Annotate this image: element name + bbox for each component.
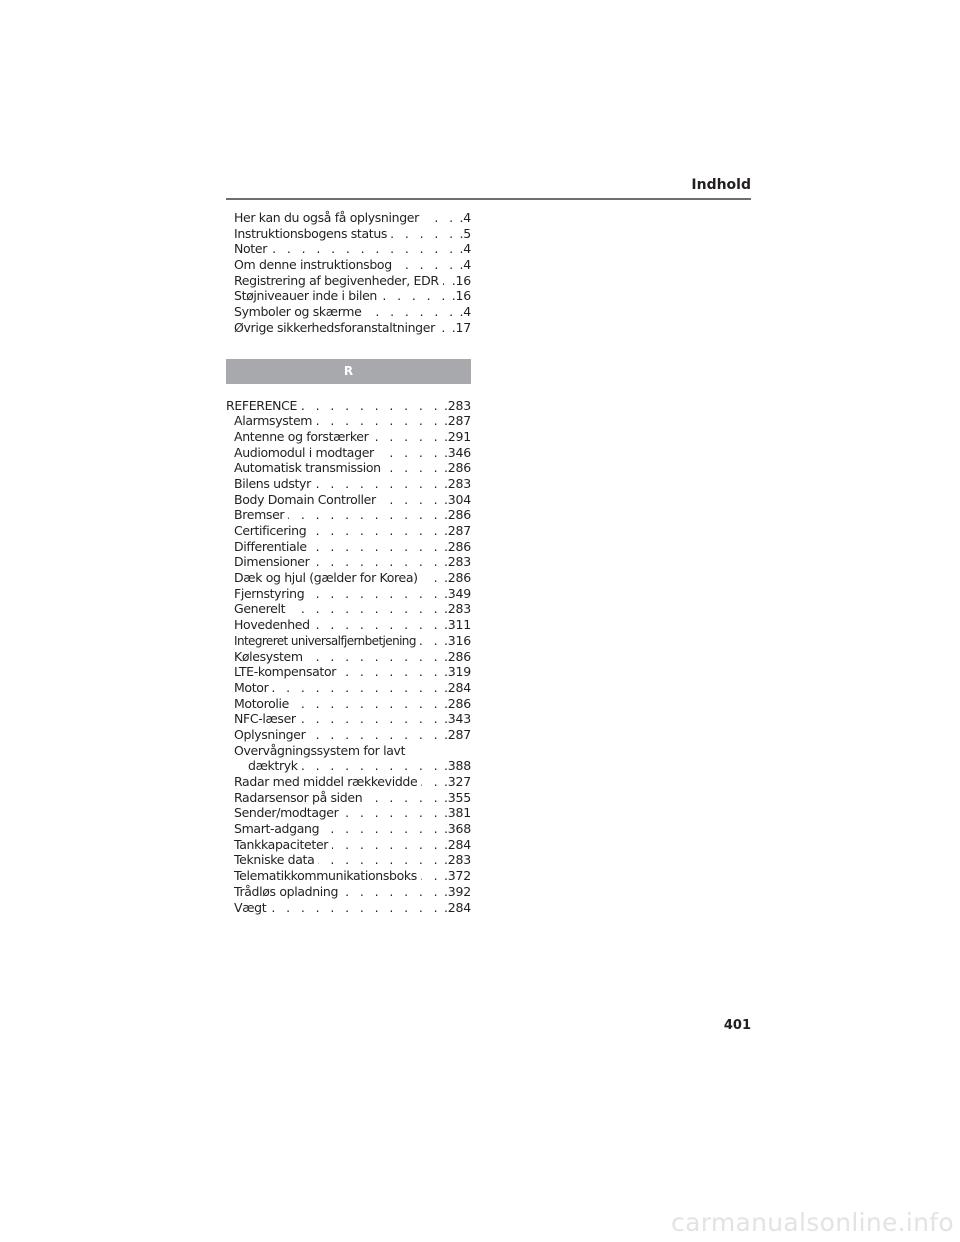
dot-leader: [307, 649, 441, 665]
index-entry[interactable]: [226, 696, 471, 712]
entry-page: .349: [443, 585, 471, 601]
dot-leader: [314, 617, 441, 633]
entry-label: Om denne instruktionsbog: [234, 257, 392, 273]
entry-page: .368: [443, 821, 471, 837]
entry-page: .284: [443, 899, 471, 915]
entry-label: Smart-adgang: [234, 821, 320, 837]
dot-leader: [365, 304, 456, 320]
entry-label: Integreret universalfjernbetjening: [234, 633, 416, 648]
entry-page: .304: [443, 491, 471, 507]
index-entry[interactable]: [226, 649, 471, 665]
page-number: 401: [723, 1018, 751, 1033]
index-entry[interactable]: [226, 664, 471, 680]
entry-label: Fjernstyring: [234, 585, 305, 601]
dot-leader: [342, 884, 441, 900]
entry-label: Her kan du også få oplysninger: [234, 210, 419, 225]
dot-leader: [310, 523, 441, 539]
dot-leader: [342, 805, 441, 821]
entry-label: Dæk og hjul (gælder for Korea): [234, 570, 418, 586]
entry-label: Hovedenhed: [234, 617, 310, 633]
entry-page: .286: [443, 538, 471, 554]
dot-leader: [313, 554, 441, 570]
index-entry[interactable]: [226, 539, 471, 555]
entry-label: Differentiale: [234, 538, 307, 554]
index-entry[interactable]: [226, 601, 471, 617]
dot-leader: [372, 429, 441, 445]
entry-label: Overvågningssystem for lavt: [234, 742, 406, 758]
entry-page: .355: [443, 789, 471, 805]
entry-label: Vægt: [234, 899, 267, 915]
index-entry[interactable]: [226, 320, 471, 336]
dot-leader: [380, 492, 441, 508]
entry-page: .311: [443, 617, 471, 633]
entry-label: Kølesystem: [234, 648, 303, 664]
dot-leader: [271, 241, 456, 257]
index-entry[interactable]: [226, 900, 471, 916]
entry-page: .283: [443, 601, 471, 617]
entry-page: .283: [443, 475, 471, 491]
entry-page: .343: [443, 711, 471, 727]
dot-leader: [323, 821, 441, 837]
index-entry[interactable]: [226, 445, 471, 461]
entry-page: .287: [443, 523, 471, 538]
entry-page: .286: [443, 460, 471, 476]
index-entry[interactable]: [226, 617, 471, 633]
entry-label: Instruktionsbogens status: [234, 225, 388, 241]
entry-page: .286: [443, 648, 471, 664]
entry-page: .286: [443, 507, 471, 523]
entry-page: .4: [459, 257, 471, 273]
index-entry[interactable]: [226, 460, 471, 476]
entry-page: .388: [443, 758, 471, 774]
dot-leader: [332, 837, 441, 853]
dot-leader: [443, 273, 449, 289]
index-entry[interactable]: [226, 790, 471, 806]
index-entry[interactable]: [226, 884, 471, 900]
index-entry[interactable]: [226, 852, 471, 868]
dot-leader: [300, 711, 441, 727]
entry-label: Bilens udstyr: [234, 475, 311, 491]
dot-leader: [316, 413, 441, 429]
entry-label: Telematikkommunikationsboks: [234, 868, 417, 884]
entry-page: .17: [451, 319, 471, 335]
entry-page: .286: [443, 695, 471, 711]
entry-label: Audiomodul i modtager: [234, 444, 374, 460]
entry-page: .291: [443, 428, 471, 444]
entry-label: Certificering: [234, 523, 307, 538]
dot-leader: [439, 320, 449, 336]
index-entry[interactable]: [226, 398, 471, 414]
entry-page: .319: [443, 664, 471, 680]
index-entry[interactable]: [226, 805, 471, 821]
entry-page: .287: [443, 726, 471, 742]
entry-label: Symboler og skærme: [234, 304, 362, 320]
entry-label: REFERENCE: [226, 397, 298, 413]
dot-leader: [311, 539, 441, 555]
entry-label: Radarsensor på siden: [234, 789, 363, 805]
index-entry[interactable]: [226, 554, 471, 570]
entry-label: LTE-kompensator: [234, 664, 337, 680]
index-entry[interactable]: [226, 837, 471, 853]
index-entry[interactable]: [226, 210, 471, 226]
entry-label: Støjniveauer inde i bilen: [234, 288, 378, 304]
index-entry[interactable]: [226, 633, 471, 649]
entry-page: .283: [443, 852, 471, 868]
index-entry[interactable]: [226, 226, 471, 242]
entry-label: dæktryk: [248, 758, 298, 774]
entry-label: Automatisk transmission: [234, 460, 381, 476]
index-entry[interactable]: [226, 868, 471, 884]
entry-page: .372: [443, 868, 471, 884]
entry-page: .287: [443, 413, 471, 429]
dot-leader: [422, 570, 441, 586]
entry-label: Motor: [234, 679, 269, 695]
entry-page: .4: [459, 241, 471, 257]
dot-leader: [378, 445, 441, 461]
watermark: carmanualsonline.info: [671, 1208, 954, 1237]
dot-leader: [272, 680, 441, 696]
entry-page: .381: [443, 805, 471, 821]
entry-page: .283: [443, 554, 471, 570]
entry-label: Generelt: [234, 601, 286, 617]
index-entry[interactable]: [226, 727, 471, 743]
index-entry[interactable]: [226, 743, 471, 759]
entry-page: .16: [451, 272, 471, 288]
entry-page: .316: [443, 632, 471, 648]
index-entry[interactable]: [226, 273, 471, 289]
dot-leader: [421, 774, 441, 790]
entry-page: .16: [451, 288, 471, 304]
index-entry[interactable]: [226, 257, 471, 273]
dot-leader: [308, 586, 441, 602]
entry-page: .286: [443, 570, 471, 586]
index-entry[interactable]: [226, 507, 471, 523]
dot-leader: [302, 758, 441, 774]
dot-leader: [396, 257, 457, 273]
index-entry[interactable]: [226, 711, 471, 727]
index-entry[interactable]: [226, 492, 471, 508]
entry-label: Øvrige sikkerhedsforanstaltninger: [234, 319, 435, 335]
entry-label: Tankkapaciteter: [234, 836, 329, 852]
index-entry[interactable]: [226, 241, 471, 257]
index-entry[interactable]: [226, 774, 471, 790]
index-entry[interactable]: [226, 586, 471, 602]
index-column: [226, 210, 471, 915]
entry-page: .283: [443, 397, 471, 413]
index-entry[interactable]: [226, 413, 471, 429]
dot-leader: [293, 696, 441, 712]
dot-leader: [391, 226, 456, 242]
index-entry[interactable]: [226, 304, 471, 320]
entry-page: .5: [459, 225, 471, 241]
entry-label: Alarmsystem: [234, 413, 313, 429]
index-entry[interactable]: [226, 821, 471, 837]
dot-leader: [289, 601, 441, 617]
index-entry[interactable]: [226, 288, 471, 304]
entry-label: Trådløs opladning: [234, 883, 339, 899]
entry-label: Body Domain Controller: [234, 491, 376, 507]
index-entry[interactable]: [226, 570, 471, 586]
index-entry[interactable]: [226, 429, 471, 445]
entry-page: .346: [443, 444, 471, 460]
entry-label: Registrering af begivenheder, EDR: [234, 272, 439, 288]
entry-label: Noter: [234, 241, 267, 257]
dot-leader: [288, 507, 441, 523]
index-entry[interactable]: [226, 523, 471, 539]
dot-leader: [309, 727, 441, 743]
entry-label: Bremser: [234, 507, 285, 523]
dot-leader: [270, 900, 441, 916]
entry-label: NFC-læser: [234, 711, 296, 727]
page-section-title: Indhold: [691, 177, 751, 193]
index-entry[interactable]: [226, 476, 471, 492]
dot-leader: [340, 664, 441, 680]
entry-page: .4: [459, 304, 471, 320]
dot-leader: [385, 460, 441, 476]
entry-label: Antenne og forstærker: [234, 428, 369, 444]
entry-label: Oplysninger: [234, 726, 306, 742]
dot-leader: [421, 868, 441, 884]
entry-page: .4: [459, 210, 471, 225]
entry-label: Motorolie: [234, 695, 289, 711]
entry-page: .284: [443, 836, 471, 852]
dot-leader: [315, 476, 441, 492]
dot-leader: [318, 852, 441, 868]
header-divider: [226, 198, 751, 200]
index-entry[interactable]: [226, 680, 471, 696]
dot-leader: [301, 398, 441, 414]
dot-leader: [366, 790, 441, 806]
entry-page: .392: [443, 883, 471, 899]
dot-leader: [381, 288, 449, 304]
entry-page: .327: [443, 774, 471, 789]
entry-label: Radar med middel rækkevidde: [234, 774, 418, 789]
dot-leader: [423, 210, 457, 226]
entry-label: Sender/modtager: [234, 805, 339, 821]
dot-leader: [420, 633, 441, 649]
entry-page: .284: [443, 679, 471, 695]
entry-label: Tekniske data: [234, 852, 315, 868]
section-letter-band: R: [226, 359, 471, 384]
index-entry-continuation[interactable]: [226, 758, 471, 774]
entry-label: Dimensioner: [234, 554, 310, 570]
